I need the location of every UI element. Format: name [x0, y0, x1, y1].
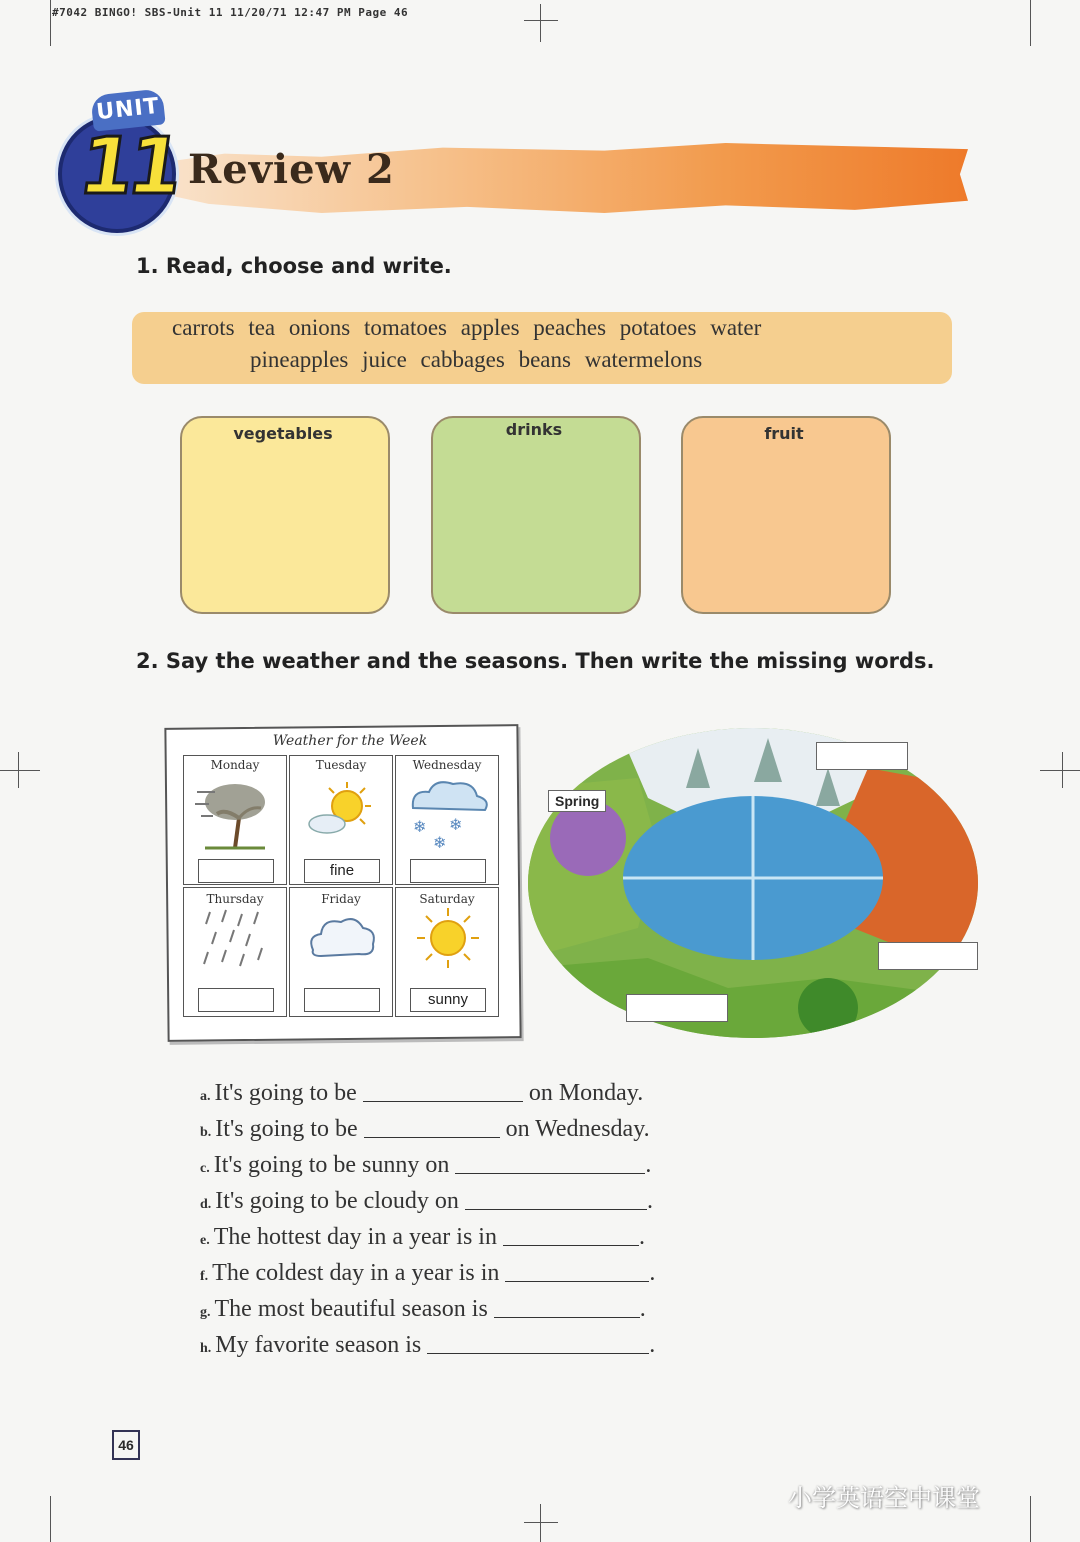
svg-text:❄: ❄	[413, 819, 427, 836]
fruit-box[interactable]	[681, 416, 891, 614]
vegetables-box[interactable]	[180, 416, 390, 614]
day-label: Thursday	[206, 892, 264, 906]
sentence-text: It's going to be cloudy on	[215, 1188, 459, 1214]
crop-mark	[1030, 0, 1031, 46]
section1-heading: 1. Read, choose and write.	[136, 254, 452, 278]
answer-blank[interactable]	[455, 1153, 645, 1174]
category-label: fruit	[764, 424, 804, 443]
sentence-h	[200, 1332, 655, 1359]
season-answer-box[interactable]	[878, 942, 978, 970]
answer-blank[interactable]	[494, 1297, 640, 1318]
cloud-icon	[305, 912, 379, 962]
sentence-g	[200, 1296, 646, 1323]
answer-blank[interactable]	[503, 1225, 639, 1246]
sentence-text: My favorite season is	[215, 1332, 422, 1358]
answer-blank[interactable]	[465, 1189, 647, 1210]
crop-mark	[50, 0, 51, 46]
season-answer-box[interactable]	[816, 742, 908, 770]
category-label: vegetables	[233, 424, 333, 443]
seasons-scene	[528, 728, 978, 1038]
word-bank-line: pineapples juice cabbages beans watermelons	[250, 347, 703, 372]
sentence-d	[200, 1188, 653, 1215]
sentence-letter: a.	[200, 1089, 211, 1104]
answer-blank[interactable]	[363, 1081, 523, 1102]
crop-mark	[50, 1496, 51, 1542]
snow-cloud-icon	[403, 778, 491, 852]
rain-icon	[200, 908, 272, 968]
crop-mark	[540, 4, 541, 42]
sentence-text: It's going to be sunny on	[213, 1152, 450, 1178]
weather-answer-box[interactable]	[410, 859, 486, 883]
day-label: Friday	[321, 892, 361, 906]
weather-answer-box[interactable]	[198, 988, 274, 1012]
day-label: Tuesday	[315, 758, 367, 772]
sentence-letter: g.	[200, 1305, 211, 1320]
sentence-letter: d.	[200, 1197, 212, 1212]
page-number: 46	[112, 1430, 140, 1460]
sentence-text: It's going to be	[215, 1116, 358, 1142]
word-bank-line: carrots tea onions tomatoes apples peaches potatoes water	[172, 315, 762, 340]
unit-number: 11	[73, 122, 183, 212]
category-label: drinks	[505, 420, 563, 439]
weather-answer-box[interactable]	[304, 988, 380, 1012]
weather-chart-title: Weather for the Week	[272, 733, 428, 749]
sentence-letter: e.	[200, 1233, 210, 1248]
sun-cloud-icon	[305, 780, 379, 840]
sentence-letter: c.	[200, 1161, 210, 1176]
answer-blank[interactable]	[427, 1333, 649, 1354]
sentence-end: .	[649, 1332, 656, 1358]
sentence-text: The most beautiful season is	[214, 1296, 488, 1322]
weather-answer-box[interactable]	[198, 859, 274, 883]
sentence-text: The hottest day in a year is in	[213, 1224, 497, 1250]
sentence-end: .	[646, 1188, 653, 1214]
season-label-spring: Spring	[548, 790, 606, 812]
day-label: Saturday	[419, 892, 475, 906]
sentence-e	[200, 1224, 645, 1251]
crop-mark	[1062, 752, 1063, 788]
crop-mark	[524, 1522, 558, 1523]
sentence-a	[200, 1080, 643, 1107]
sentence-f	[200, 1260, 655, 1287]
answer-blank[interactable]	[364, 1117, 500, 1138]
sentence-end: .	[649, 1260, 656, 1286]
sun-icon	[413, 906, 483, 970]
sentence-c	[200, 1152, 651, 1179]
sentence-letter: b.	[200, 1125, 212, 1140]
section2-heading: 2. Say the weather and the seasons. Then write the missing words.	[136, 649, 935, 673]
answer-blank[interactable]	[505, 1261, 649, 1282]
sentence-end: on Wednesday.	[505, 1116, 650, 1142]
crop-mark	[18, 752, 19, 788]
crop-mark	[0, 770, 40, 771]
sentence-text: The coldest day in a year is in	[212, 1260, 500, 1286]
crop-mark	[1040, 770, 1080, 771]
sentence-b	[200, 1116, 650, 1143]
day-label: Monday	[210, 758, 260, 772]
crop-mark	[1030, 1496, 1031, 1542]
print-slug: #7042 BINGO! SBS-Unit 11 11/20/71 12:47 PM Page 46	[52, 6, 409, 19]
watermark: 小学英语空中课堂	[788, 1484, 980, 1512]
crop-mark	[540, 1504, 541, 1542]
sentence-end: on Monday.	[528, 1080, 644, 1106]
sentence-end: .	[639, 1296, 646, 1322]
sentence-text: It's going to be	[214, 1080, 357, 1106]
sentence-end: .	[638, 1224, 645, 1250]
drinks-box[interactable]	[431, 416, 641, 614]
season-answer-box[interactable]	[626, 994, 728, 1022]
sentence-letter: h.	[200, 1341, 212, 1356]
weather-answer-box[interactable]: fine	[304, 859, 380, 883]
sentence-letter: f.	[200, 1269, 209, 1284]
svg-text:❄: ❄	[433, 835, 447, 852]
windy-tree-icon	[195, 778, 275, 850]
crop-mark	[524, 20, 558, 21]
unit-label: UNIT	[90, 88, 165, 131]
page-title: Review 2	[188, 146, 395, 193]
svg-text:❄: ❄	[449, 817, 463, 834]
weather-answer-box[interactable]: sunny	[410, 988, 486, 1012]
day-label: Wednesday	[412, 758, 482, 772]
sentence-end: .	[645, 1152, 652, 1178]
